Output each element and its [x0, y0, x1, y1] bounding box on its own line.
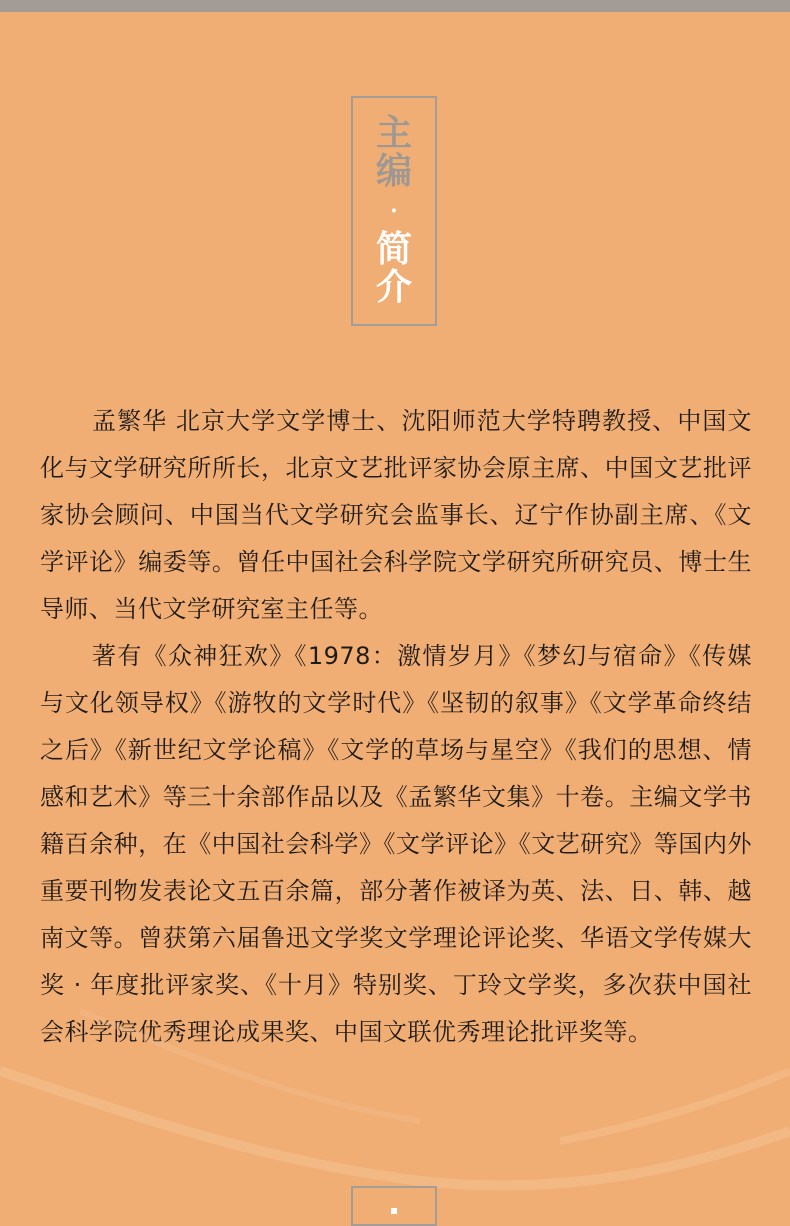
bio-content: [40, 398, 752, 1056]
top-bar: [0, 0, 790, 12]
title-char: 介: [375, 266, 412, 308]
bio-paragraph-2: 著有《众神狂欢》《1978：激情岁月》《梦幻与宿命》《传媒与文化领导权》《游牧的文学时代》《坚韧的叙事》《文学革命终结之后》《新世纪文学论稿》《文学的草场与星空》《我们的思想、情感和艺术》等三十余部作品以及《孟繁华文集》十卷。主编文学书籍百余种，在《中国社会科学》《文学评论》《文艺研究》等国内外重要刊物发表论文五百余篇，部分著作被译为英、法、日、韩、越南文等。曾获第六届鲁迅文学奖文学理论评论奖、华语文学传媒大奖 · 年度批评家奖、《十月》特别奖、丁玲文学奖，多次获中国社会科学院优秀理论成果奖、中国文联优秀理论批评奖等。: [40, 642, 752, 1046]
bio-paragraph-1: 孟繁华 北京大学文学博士、沈阳师范大学特聘教授、中国文化与文学研究所所长，北京文艺批评家协会原主席、中国文艺批评家协会顾问、中国当代文学研究会监事长、辽宁作协副主席、《文学评论》编委等。曾任中国社会科学院文学研究所研究员、博士生导师、当代文学研究室主任等。: [40, 407, 752, 623]
next-section-box: [351, 1186, 437, 1226]
title-char: 编: [375, 150, 412, 192]
title-char: 主: [375, 112, 412, 154]
next-section-marker: [391, 1208, 397, 1214]
title-char: 简: [375, 228, 412, 270]
section-title-box: [351, 96, 437, 326]
title-separator-dot: ·: [390, 198, 398, 224]
